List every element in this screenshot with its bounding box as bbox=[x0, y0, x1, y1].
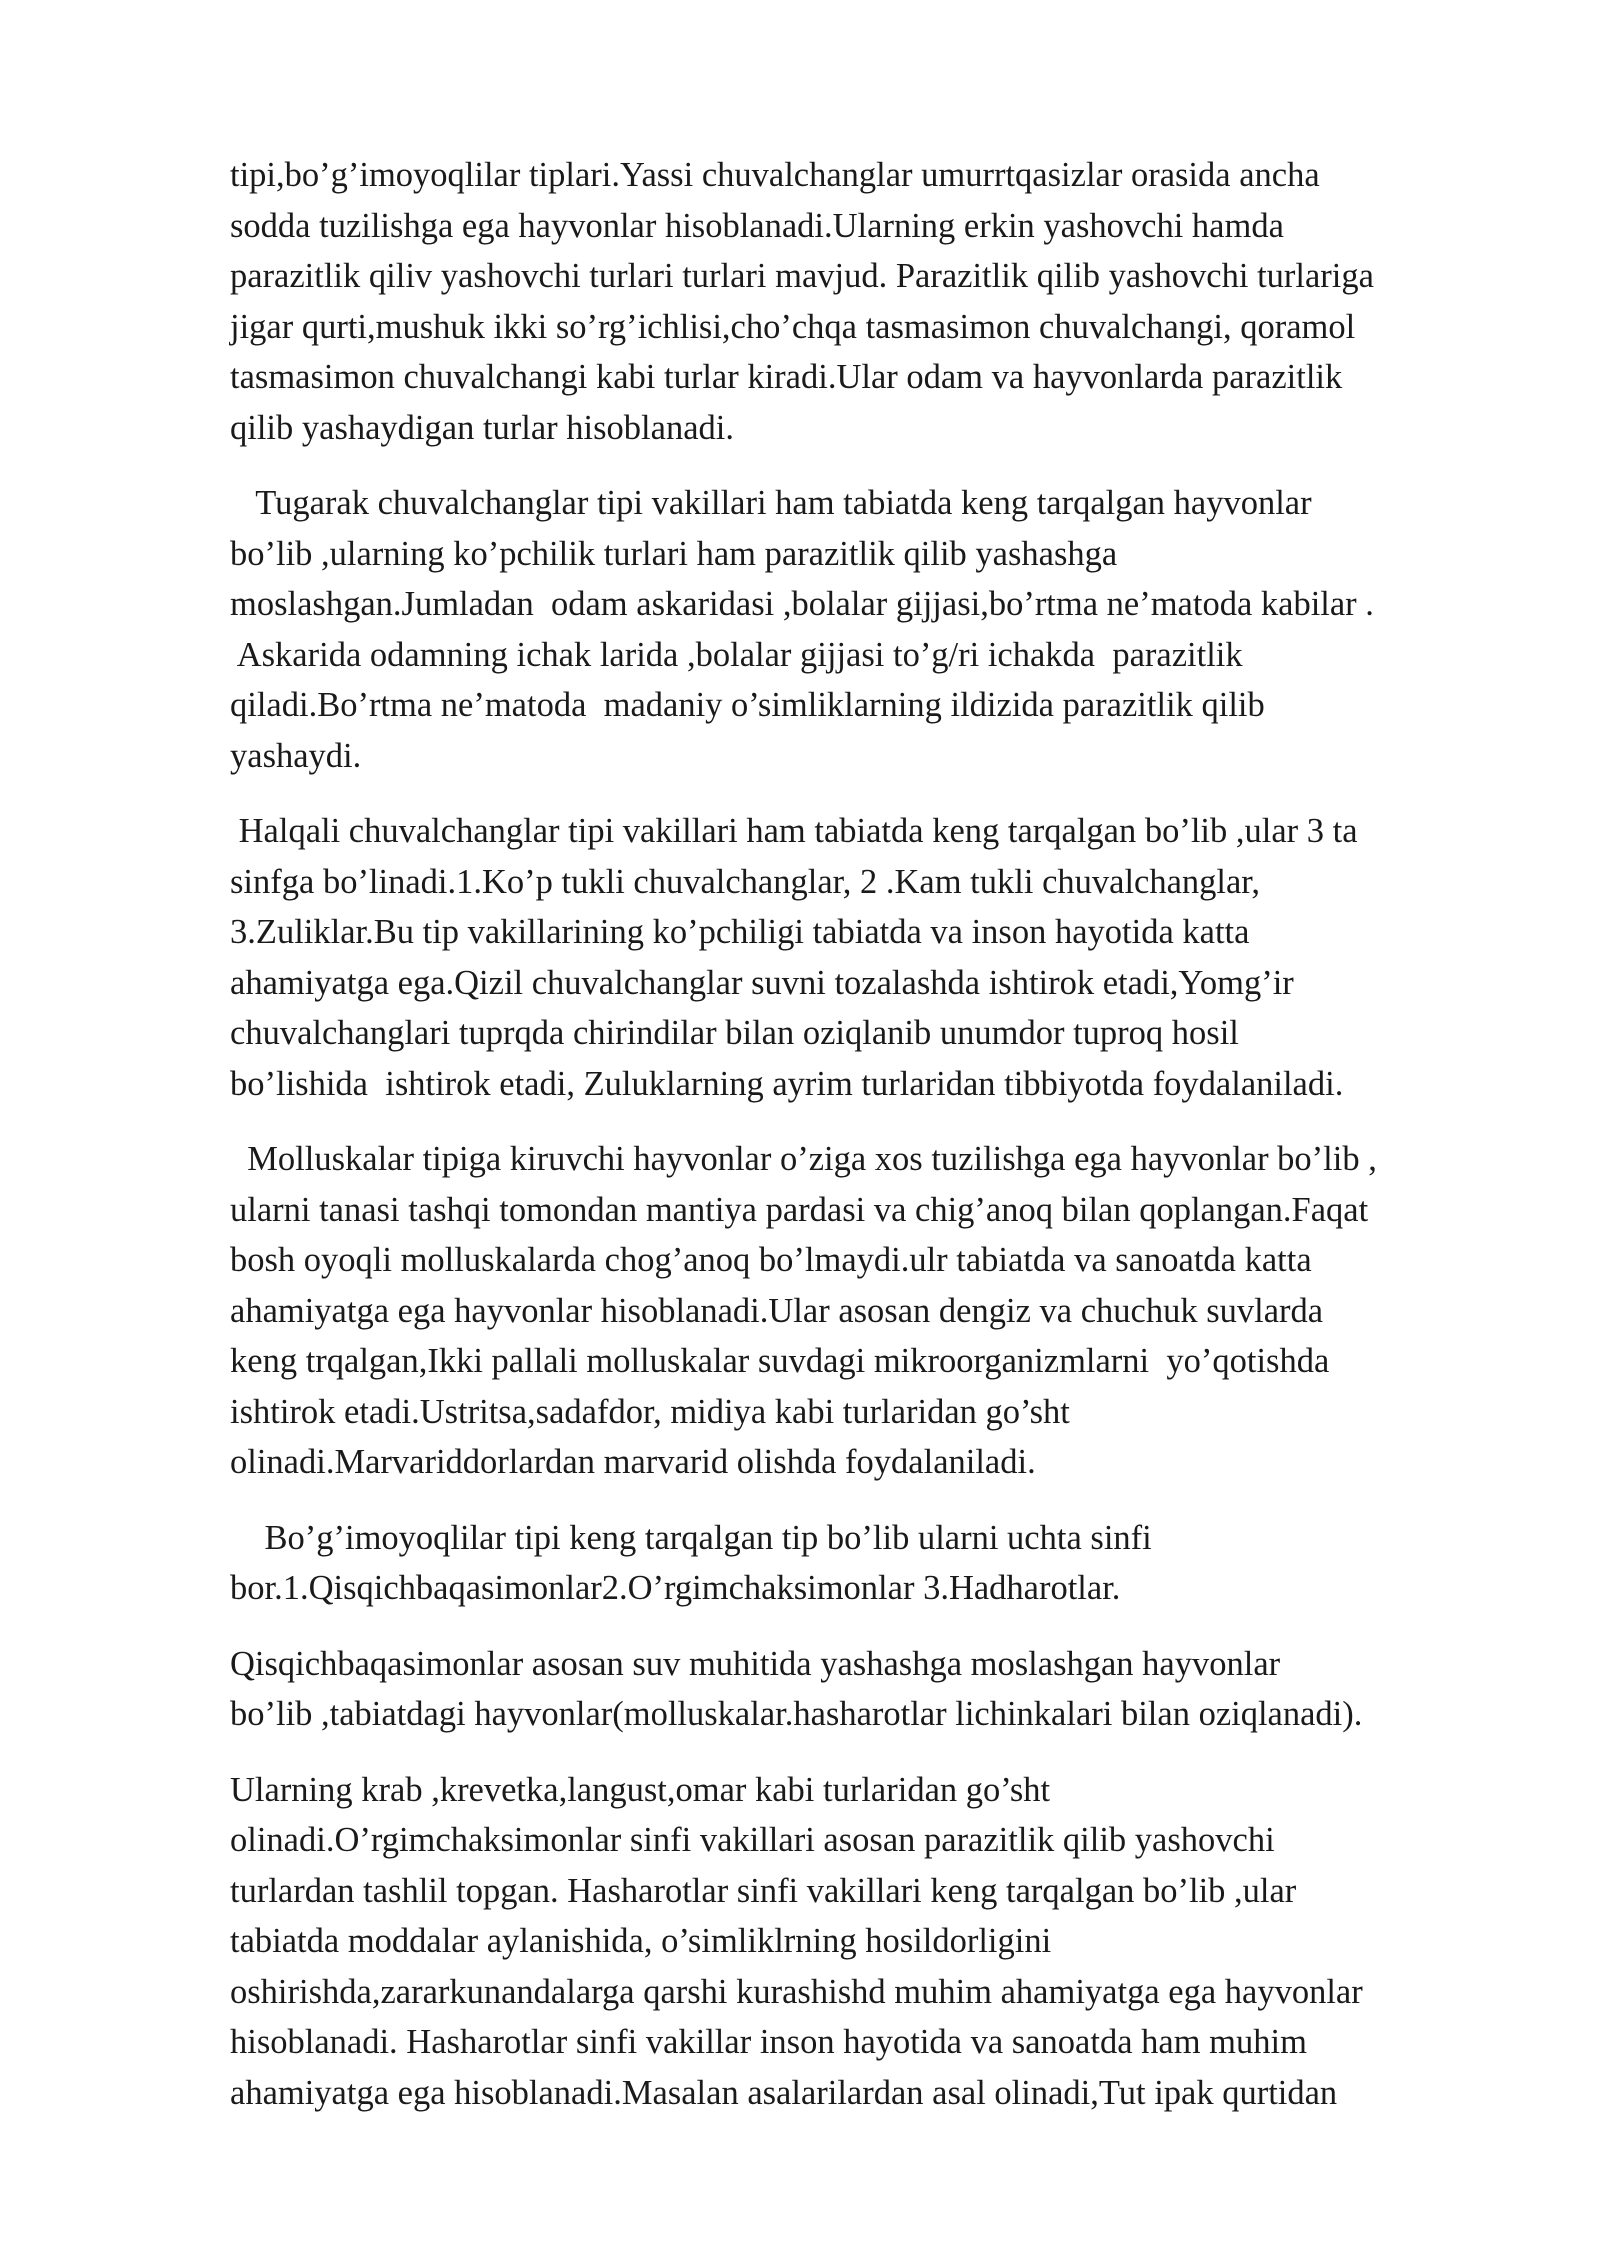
text-line: bo’lishida ishtirok etadi, Zuluklarning ayrim turlaridan tibbiyotda foydalaniladi. bbox=[230, 1064, 1344, 1103]
text-line: olinadi.Marvariddorlardan marvarid olishda foydalaniladi. bbox=[230, 1443, 1036, 1481]
text-line: ularni tanasi tashqi tomondan mantiya pardasi va chig’anoq bilan qoplangan.Faqat bbox=[230, 1190, 1369, 1229]
text-line: yashaydi. bbox=[230, 736, 362, 775]
text-line: Bo’g’imoyoqlilar tipi keng tarqalgan tip bo’lib ularni uchta sinfi bbox=[230, 1518, 1152, 1557]
text-line: Halqali chuvalchanglar tipi vakillari ham tabiatda keng tarqalgan bo’lib ,ular 3 ta bbox=[230, 812, 1358, 850]
text-line: Askarida odamning ichak larida ,bolalar gijjasi to’g/ri ichakda parazitlik bbox=[230, 635, 1243, 674]
text-line: 3.Zuliklar.Bu tip vakillarining ko’pchiligi tabiatda va inson hayotida katta bbox=[230, 913, 1250, 951]
text-line: Tugarak chuvalchanglar tipi vakillari ham tabiatda keng tarqalgan hayvonlar bbox=[230, 484, 1312, 522]
text-line: Qisqichbaqasimonlar asosan suv muhitida yashashga moslashgan hayvonlar bbox=[230, 1644, 1281, 1683]
text-line: ahamiyatga ega.Qizil chuvalchanglar suvni tozalashda ishtirok etadi,Yomg’ir bbox=[230, 963, 1294, 1002]
text-line: tasmasimon chuvalchangi kabi turlar kiradi.Ular odam va hayvonlarda parazitlik bbox=[230, 358, 1343, 396]
text-line: Ularning krab ,krevetka,langust,omar kabi turlaridan go’sht bbox=[230, 1770, 1051, 1809]
text-line: tipi,bo’g’imoyoqlilar tiplari.Yassi chuvalchanglar umurrtqasizlar orasida ancha bbox=[230, 156, 1320, 194]
text-line: qiladi.Bo’rtma ne’matoda madaniy o’simliklarning ildizida parazitlik qilib bbox=[230, 686, 1265, 724]
text-line: oshirishda,zararkunandalarga qarshi kurashishd muhim ahamiyatga ega hayvonlar bbox=[230, 1972, 1363, 2011]
paragraph-7 bbox=[230, 1765, 1530, 2119]
text-line: Molluskalar tipiga kiruvchi hayvonlar o’ziga xos tuzilishga ega hayvonlar bo’lib , bbox=[230, 1140, 1377, 1178]
text-line: keng trqalgan,Ikki pallali molluskalar suvdagi mikroorganizmlarni yo’qotishda bbox=[230, 1342, 1330, 1380]
paragraph-5 bbox=[230, 1513, 1530, 1614]
text-line: olinadi.O’rgimchaksimonlar sinfi vakillari asosan parazitlik qilib yashovchi bbox=[230, 1821, 1275, 1859]
text-line: qilib yashaydigan turlar hisoblanadi. bbox=[230, 408, 734, 447]
paragraph-6 bbox=[230, 1639, 1530, 1740]
paragraph-4 bbox=[230, 1134, 1530, 1488]
text-line: bosh oyoqli molluskalarda chog’anoq bo’lmaydi.ulr tabiatda va sanoatda katta bbox=[230, 1241, 1312, 1279]
paragraph-1 bbox=[230, 150, 1530, 453]
text-line: bo’lib ,tabiatdagi hayvonlar(molluskalar.hasharotlar lichinkalari bilan oziqlanadi). bbox=[230, 1695, 1363, 1733]
text-line: moslashgan.Jumladan odam askaridasi ,bolalar gijjasi,bo’rtma ne’matoda kabilar . bbox=[230, 585, 1374, 623]
text-line: turlardan tashlil topgan. Hasharotlar sinfi vakillari keng tarqalgan bo’lib ,ular bbox=[230, 1871, 1297, 1910]
paragraph-2 bbox=[230, 478, 1530, 781]
text-line: chuvalchanglari tuprqda chirindilar bilan oziqlanib unumdor tuproq hosil bbox=[230, 1014, 1239, 1052]
text-line: sinfga bo’linadi.1.Ko’p tukli chuvalchanglar, 2 .Kam tukli chuvalchanglar, bbox=[230, 862, 1261, 901]
text-line: bor.1.Qisqichbaqasimonlar2.O’rgimchaksimonlar 3.Hadharotlar. bbox=[230, 1569, 1121, 1607]
text-line: tabiatda moddalar aylanishida, o’simliklrning hosildorligini bbox=[230, 1922, 1052, 1960]
text-line: bo’lib ,ularning ko’pchilik turlari ham parazitlik qilib yashashga bbox=[230, 534, 1118, 573]
text-line: ishtirok etadi.Ustritsa,sadafdor, midiya kabi turlaridan go’sht bbox=[230, 1392, 1070, 1431]
text-line: sodda tuzilishga ega hayvonlar hisoblanadi.Ularning erkin yashovchi hamda bbox=[230, 206, 1284, 245]
text-line: ahamiyatga ega hayvonlar hisoblanadi.Ular asosan dengiz va chuchuk suvlarda bbox=[230, 1291, 1324, 1330]
text-line: parazitlik qiliv yashovchi turlari turlari mavjud. Parazitlik qilib yashovchi turlariga bbox=[230, 257, 1374, 295]
text-line: hisoblanadi. Hasharotlar sinfi vakillar inson hayotida va sanoatda ham muhim bbox=[230, 2023, 1307, 2061]
text-line: ahamiyatga ega hisoblanadi.Masalan asalarilardan asal olinadi,Tut ipak qurtidan bbox=[230, 2073, 1338, 2112]
paragraph-3 bbox=[230, 806, 1530, 1109]
document-body bbox=[230, 150, 1530, 2143]
text-line: jigar qurti,mushuk ikki so’rg’ichlisi,cho’chqa tasmasimon chuvalchangi, qoramol bbox=[230, 307, 1356, 346]
